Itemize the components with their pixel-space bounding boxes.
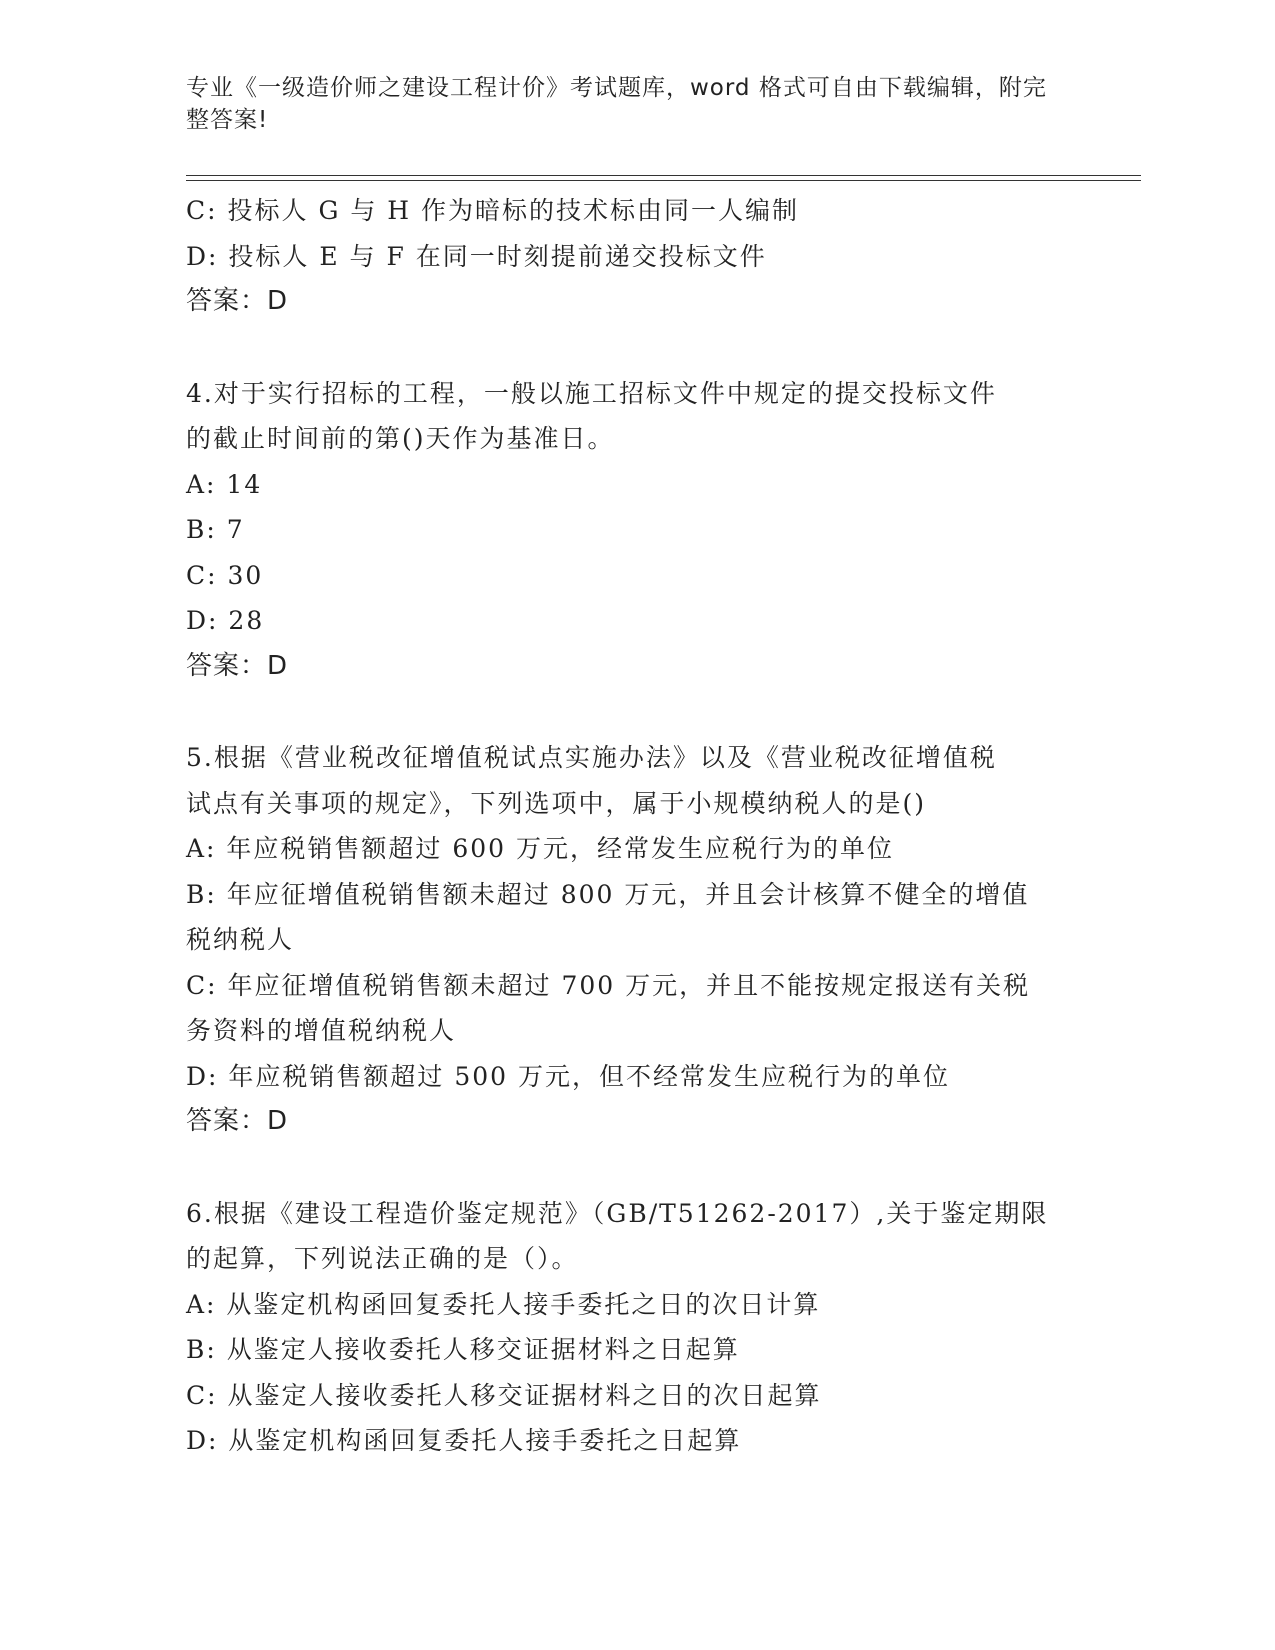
question-stem: 4.对于实行招标的工程，一般以施工招标文件中规定的提交投标文件 bbox=[186, 378, 997, 408]
question-6 bbox=[186, 1191, 1086, 1464]
question-stem: 5.根据《营业税改征增值税试点实施办法》以及《营业税改征增值税 bbox=[186, 743, 997, 772]
question-stem: 6.根据《建设工程造价鉴定规范》（GB/T51262-2017）,关于鉴定期限 bbox=[186, 1198, 1049, 1228]
question-list bbox=[186, 188, 1086, 1464]
question-5 bbox=[186, 735, 1086, 1145]
answer-label: 答案：D bbox=[186, 1106, 289, 1136]
question-stem-cont: 试点有关事项的规定》，下列选项中，属于小规模纳税人的是() bbox=[186, 788, 927, 818]
header-divider-bottom bbox=[186, 180, 1141, 181]
option-b-cont: 税纳税人 bbox=[186, 925, 295, 954]
option-c: C: 从鉴定人接收委托人移交证据材料之日的次日起算 bbox=[186, 1380, 822, 1410]
option-a: A: 从鉴定机构函回复委托人接手委托之日的次日计算 bbox=[186, 1289, 821, 1319]
option-d: D: 投标人 E 与 F 在同一时刻提前递交投标文件 bbox=[186, 241, 767, 271]
answer-label: 答案：D bbox=[186, 650, 289, 681]
option-a: A: 14 bbox=[186, 469, 263, 499]
option-b: B: 7 bbox=[186, 515, 245, 544]
question-3-tail bbox=[186, 188, 1086, 325]
option-d: D: 从鉴定机构函回复委托人接手委托之日起算 bbox=[186, 1426, 742, 1455]
option-c: C: 30 bbox=[186, 560, 264, 590]
option-c-cont: 务资料的增值税纳税人 bbox=[186, 1016, 457, 1045]
header-line-2: 整答案! bbox=[186, 107, 269, 133]
option-d: D: 年应税销售额超过 500 万元，但不经常发生应税行为的单位 bbox=[186, 1061, 951, 1091]
option-b: B: 年应征增值税销售额未超过 800 万元，并且会计核算不健全的增值 bbox=[186, 879, 1030, 909]
document-header bbox=[186, 72, 1066, 136]
option-d: D: 28 bbox=[186, 606, 265, 635]
option-c: C: 投标人 G 与 H 作为暗标的技术标由同一人编制 bbox=[186, 196, 800, 225]
option-a: A: 年应税销售额超过 600 万元，经常发生应税行为的单位 bbox=[186, 834, 895, 863]
question-stem-cont: 的起算，下列说法正确的是（）。 bbox=[186, 1244, 579, 1273]
question-4 bbox=[186, 371, 1086, 690]
header-line-1: 专业《一级造价师之建设工程计价》考试题库，word 格式可自由下载编辑，附完 bbox=[186, 75, 1047, 101]
option-b: B: 从鉴定人接收委托人移交证据材料之日起算 bbox=[186, 1335, 740, 1364]
option-c: C: 年应征增值税销售额未超过 700 万元，并且不能按规定报送有关税 bbox=[186, 970, 1031, 1000]
header-divider-top bbox=[186, 175, 1141, 176]
answer-label: 答案：D bbox=[186, 286, 289, 316]
question-stem-cont: 的截止时间前的第()天作为基准日。 bbox=[186, 424, 615, 453]
